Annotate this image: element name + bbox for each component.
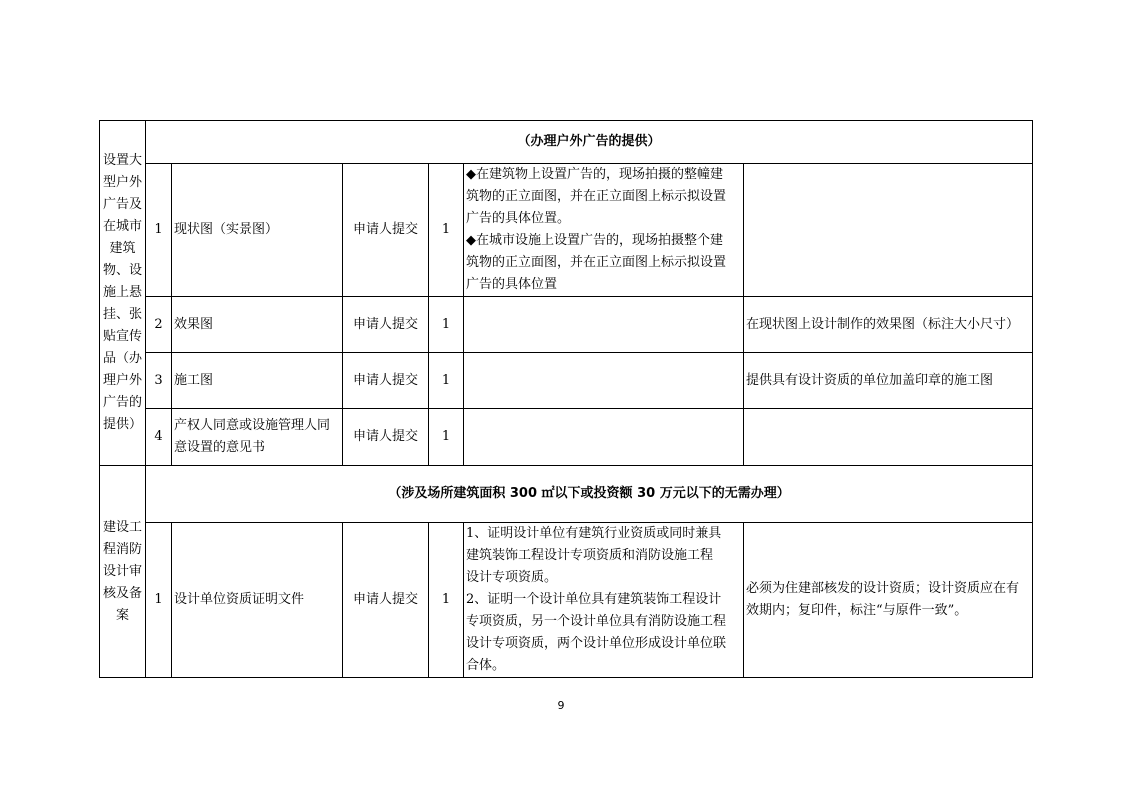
requirement-description: ◆在建筑物上设置广告的，现场拍摄的整幢建 筑物的正立面图，并在正立面图上标示拟设置 广告的具体位置。 ◆在城市设施上设置广告的，现场拍摄整个建 筑物的正立面图，并在正立面图上标示拟设置 广告的具体位置 bbox=[464, 164, 744, 297]
requirements-table bbox=[99, 120, 1033, 678]
category-cell-fire-design: 建设工 程消防 设计审 核及备 案 bbox=[100, 466, 146, 678]
note bbox=[744, 409, 1033, 466]
requirement-description bbox=[464, 297, 744, 353]
quantity: 1 bbox=[429, 523, 464, 678]
row-number: 1 bbox=[146, 164, 172, 297]
requirement-description: 1、证明设计单位有建筑行业资质或同时兼具 建筑装饰工程设计专项资质和消防设施工程 设计专项资质。 2、证明一个设计单位具有建筑装饰工程设计 专项资质，另一个设计单位具有消防设施工程 设计专项资质，两个设计单位形成设计单位联 合体。 bbox=[464, 523, 744, 678]
material-name: 设计单位资质证明文件 bbox=[172, 523, 343, 678]
submitter: 申请人提交 bbox=[343, 353, 429, 409]
row-number: 3 bbox=[146, 353, 172, 409]
section-title: （涉及场所建筑面积 300 ㎡以下或投资额 30 万元以下的无需办理） bbox=[146, 466, 1033, 523]
table-row bbox=[100, 353, 1033, 409]
table-row bbox=[100, 409, 1033, 466]
section-title: （办理户外广告的提供） bbox=[146, 121, 1033, 164]
table-row bbox=[100, 297, 1033, 353]
note: 必须为住建部核发的设计资质；设计资质应在有 效期内；复印件，标注“与原件一致”。 bbox=[744, 523, 1033, 678]
table-row bbox=[100, 164, 1033, 297]
table-row bbox=[100, 523, 1033, 678]
row-number: 1 bbox=[146, 523, 172, 678]
material-name: 施工图 bbox=[172, 353, 343, 409]
note: 提供具有设计资质的单位加盖印章的施工图 bbox=[744, 353, 1033, 409]
material-name: 产权人同意或设施管理人同 意设置的意见书 bbox=[172, 409, 343, 466]
page-number: 9 bbox=[557, 699, 565, 712]
note: 在现状图上设计制作的效果图（标注大小尺寸） bbox=[744, 297, 1033, 353]
row-number: 4 bbox=[146, 409, 172, 466]
quantity: 1 bbox=[429, 297, 464, 353]
category-cell-outdoor-ads: 设置大 型户外 广告及 在城市 建筑 物、设 施上悬 挂、张 贴宣传 品（办 理户外 广告的 提供） bbox=[100, 121, 146, 466]
quantity: 1 bbox=[429, 409, 464, 466]
quantity: 1 bbox=[429, 164, 464, 297]
section-row bbox=[100, 121, 1033, 164]
row-number: 2 bbox=[146, 297, 172, 353]
note bbox=[744, 164, 1033, 297]
requirement-description bbox=[464, 353, 744, 409]
submitter: 申请人提交 bbox=[343, 409, 429, 466]
quantity: 1 bbox=[429, 353, 464, 409]
material-name: 效果图 bbox=[172, 297, 343, 353]
submitter: 申请人提交 bbox=[343, 523, 429, 678]
material-name: 现状图（实景图） bbox=[172, 164, 343, 297]
requirement-description bbox=[464, 409, 744, 466]
submitter: 申请人提交 bbox=[343, 297, 429, 353]
section-row bbox=[100, 466, 1033, 523]
submitter: 申请人提交 bbox=[343, 164, 429, 297]
